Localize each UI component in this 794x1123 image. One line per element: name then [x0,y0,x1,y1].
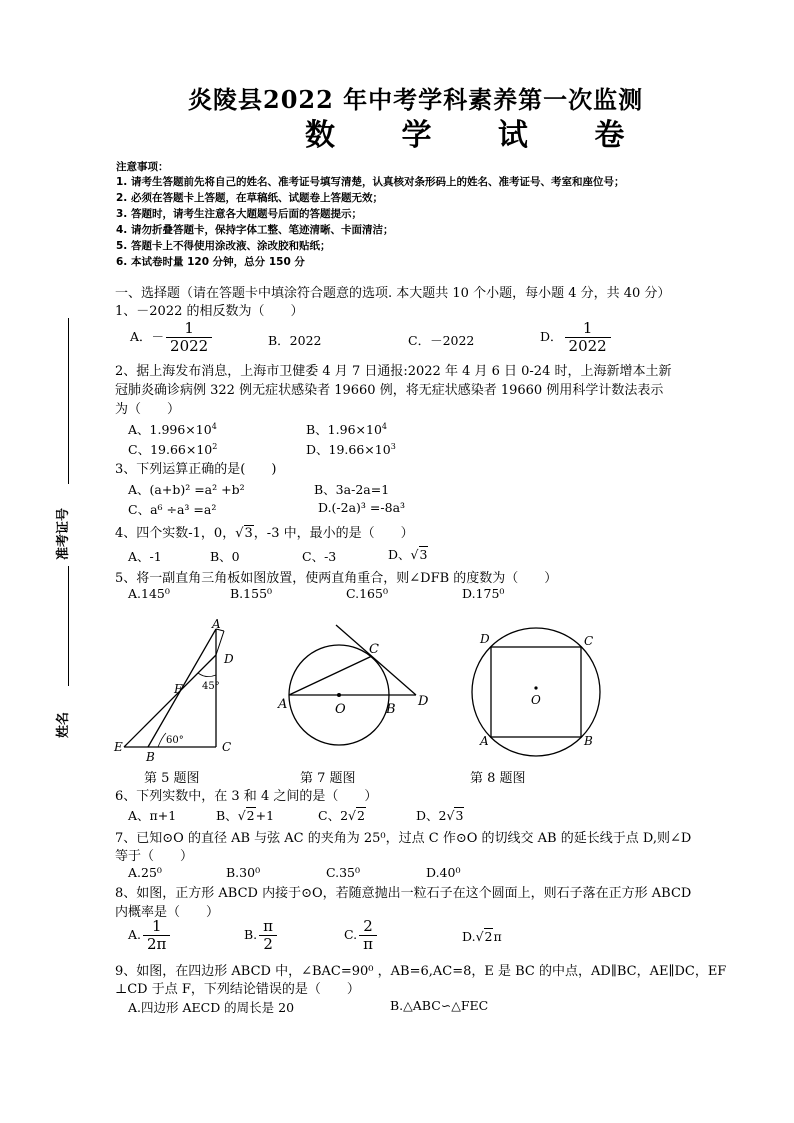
fig8-label-a: A [480,734,489,748]
binding-line [68,318,69,484]
q8-option-d: D.√2π [462,929,502,944]
fig8-label-b: B [584,734,593,748]
fig5-caption: 第 5 题图 [144,771,200,786]
q3-option-d: D.(-2a)³ =-8a³ [318,500,406,515]
fig8-label-c: C [584,634,594,648]
notice-item: 5. 答题卡上不得使用涂改液、涂改胶和贴纸； [116,240,331,252]
figure-5 [113,617,234,764]
q3-option-b: B、3a-2a=1 [314,482,390,497]
q1-option-b: B．2022 [268,333,322,348]
q7-option-a: A.25⁰ [128,865,162,880]
fig8-label-o: O [531,693,541,707]
fig7-label-o: O [335,702,346,717]
question-9-line: 9、如图，在四边形 ABCD 中，∠BAC=90⁰ ，AB=6,AC=8，E 是 BC 的中点，AD∥BC，AE∥DC，EF [115,964,727,979]
fig5-label-d: D [224,652,234,666]
fig8-label-d: D [480,632,490,646]
notice-heading: 注意事项： [116,161,169,173]
subject-title: 数 学 试 卷 [305,118,653,153]
q9-option-b: B.△ABC∽△FEC [390,998,489,1013]
question-2-line: 为（ ） [115,402,181,417]
q9-option-a: A.四边形 AECD 的周长是 20 [128,1000,295,1015]
fig5-angle-45: 45° [202,681,220,692]
question-8-line: 内概率是（ ） [115,905,220,920]
question-7-line: 7、已知⊙O 的直径 AB 与弦 AC 的夹角为 25⁰，过点 C 作⊙O 的切线交 AB 的延长线于点 D,则∠D [115,831,692,846]
question-2-line: 冠肺炎确诊病例 322 例无症状感染者 19660 例，将无症状感染者 19660 例用科学计数法表示 [115,383,664,398]
fig7-label-d: D [418,694,429,709]
q6-option-c: C、2√2 [318,808,365,823]
q4-option-c: C、-3 [302,549,337,564]
q1-option-c: C．－2022 [408,333,475,348]
fig7-caption: 第 7 题图 [300,771,356,786]
q2-option-a: A、$1.996\times 10^4$ [128,421,217,437]
notice-item: 1. 请考生答题前先将自己的姓名、准考证号填写清楚，认真核对条形码上的姓名、准考证号、考室和座位号； [116,176,625,188]
fig5-label-f: F [174,682,183,696]
q4-option-b: B、0 [210,549,240,564]
fig5-angle-60: 60° [166,735,184,746]
exam-title: 炎陵县2022 年中考学科素养第一次监测 [188,85,644,114]
q4-option-a: A、-1 [128,549,162,564]
q7-option-c: C.35⁰ [326,865,361,880]
fig5-label-a: A [212,617,221,631]
q5-option-c: C.165⁰ [346,586,388,601]
question-8-line: 8、如图，正方形 ABCD 内接于⊙O，若随意抛出一粒石子在这个圆面上，则石子落在正方形 ABCD [115,886,692,901]
q2-option-c: C、$19.66\times 10^2$ [128,441,218,457]
figure-7 [277,625,429,745]
q3-option-a: A、(a+b)² =a² +b² [128,482,245,497]
id-number-label: 准考证号 [56,507,71,560]
q6-option-a: A、π+1 [128,808,177,823]
fig7-label-a: A [278,697,288,712]
q1-option-a: A．－ $\frac{1}{2022}$ [130,320,214,355]
q5-option-a: A.145⁰ [128,586,170,601]
question-6-stem: 6、下列实数中，在 3 和 4 之间的是（ ） [115,789,378,804]
question-7-line: 等于（ ） [115,849,194,864]
binding-line [68,566,69,686]
q1-option-d: D． $\frac{1}{2022}$ [540,320,613,355]
notice-item: 3. 答题时，请考生注意各大题题号后面的答题提示； [116,208,362,220]
question-3-stem: 3、下列运算正确的是( ) [115,462,277,477]
q2-option-b: B、$1.96\times 10^4$ [306,421,387,437]
q8-option-b: B. $\frac{\pi}{2}$ [244,918,279,953]
q4-option-d: D、√3 [388,547,428,562]
q3-option-c: C、a⁶ ÷a³ =a² [128,502,217,517]
question-5-stem: 5、将一副直角三角板如图放置，使两直角重合，则∠DFB 的度数为（ ） [115,571,558,586]
question-4-stem: 4、四个实数-1，0，√3，-3 中，最小的是（ ） [115,526,414,541]
notice-item: 6. 本试卷时量 120 分钟，总分 150 分 [116,256,305,268]
q7-option-b: B.30⁰ [226,865,261,880]
question-2-line: 2、据上海发布消息，上海市卫健委 4 月 7 日通报:2022 年 4 月 6 日 0-24 时，上海新增本土新 [115,364,672,379]
q6-option-b: B、√2+1 [216,808,275,823]
name-label: 姓名 [56,711,71,738]
q8-option-a: A. $\frac{1}{2\pi}$ [128,918,172,953]
fig5-label-c: C [222,740,232,754]
notice-item: 2. 必须在答题卡上答题，在草稿纸、试题卷上答题无效； [116,192,383,204]
q5-option-b: B.155⁰ [230,586,273,601]
figures-area [110,615,630,790]
q7-option-d: D.40⁰ [426,865,461,880]
question-1-stem: 1、－2022 的相反数为（ ） [115,304,304,319]
fig7-label-b: B [386,702,396,717]
fig5-label-b: B [146,750,155,764]
figure-8 [472,628,600,756]
notice-item: 4. 请勿折叠答题卡，保持字体工整、笔迹清晰、卡面清洁； [116,224,394,236]
fig5-label-e: E [114,740,123,754]
fig7-label-c: C [369,642,379,657]
q8-option-c: C. $\frac{2}{\pi}$ [344,918,379,953]
q2-option-d: D、$19.66\times 10^3$ [306,441,396,457]
question-9-line: ⊥CD 于点 F，下列结论错误的是（ ） [115,982,360,997]
section-heading: 一、选择题（请在答题卡中填涂符合题意的选项. 本大题共 10 个小题，每小题 4 分，共 40 分） [115,286,671,301]
q5-option-d: D.175⁰ [462,586,505,601]
fig8-caption: 第 8 题图 [470,771,526,786]
q6-option-d: D、2√3 [416,808,464,823]
